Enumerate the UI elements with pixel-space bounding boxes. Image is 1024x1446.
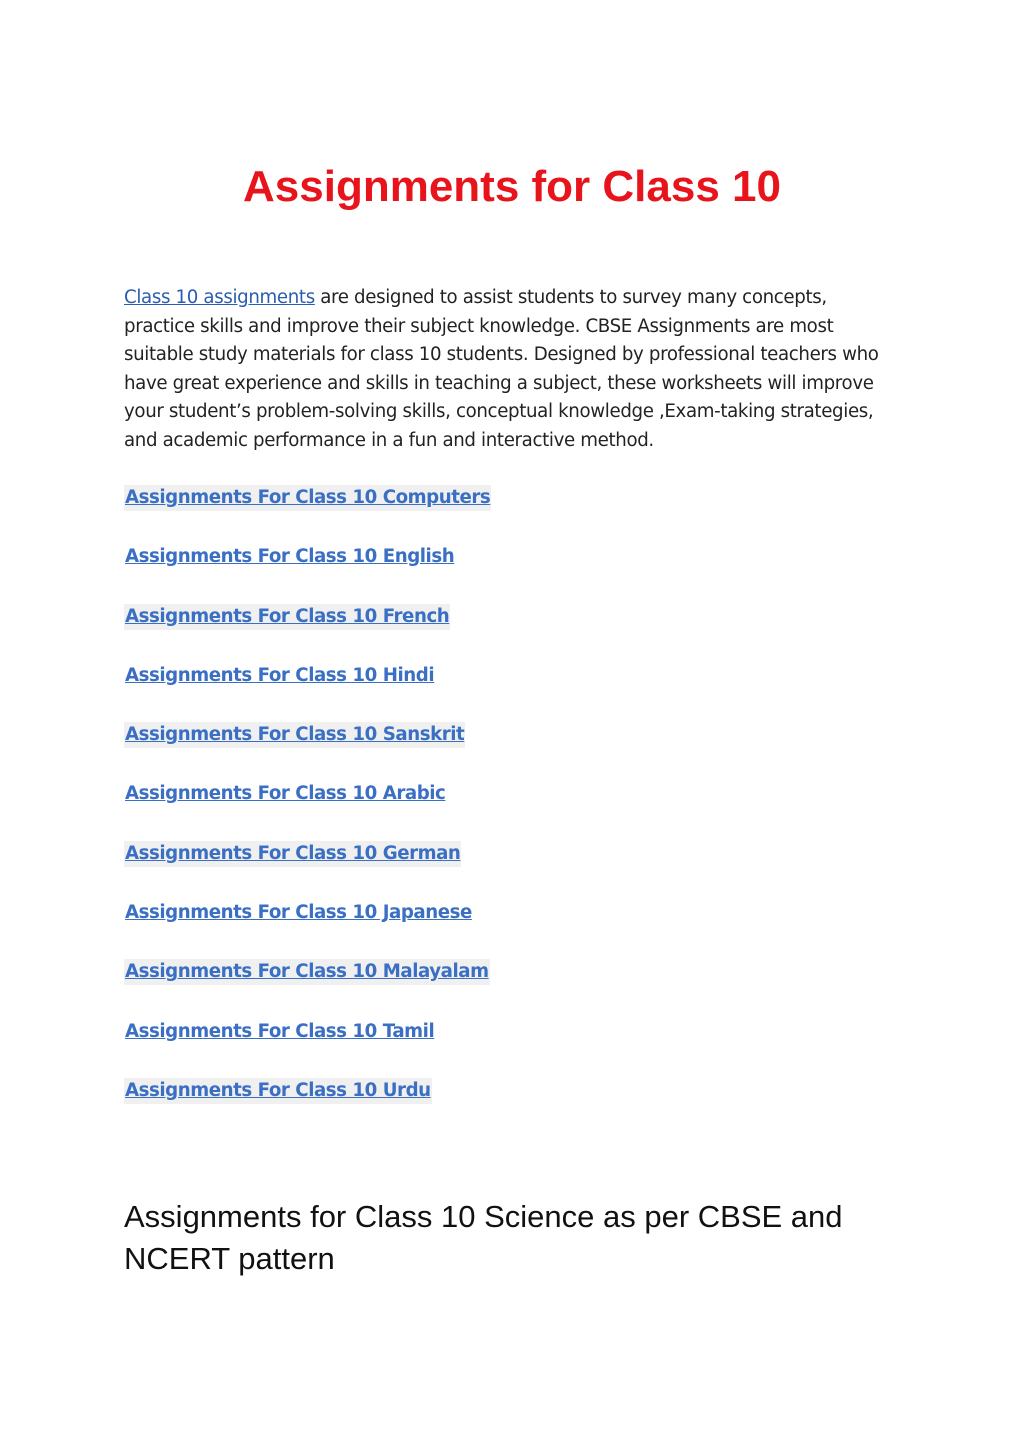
link-french[interactable]: Assignments For Class 10 French (124, 604, 450, 630)
link-malayalam[interactable]: Assignments For Class 10 Malayalam (124, 959, 490, 985)
science-section-heading: Assignments for Class 10 Science as per CBSE and NCERT pattern (124, 1199, 843, 1276)
page-title: Assignments for Class 10 (243, 162, 781, 211)
intro-paragraph (124, 284, 894, 456)
link-computers[interactable]: Assignments For Class 10 Computers (124, 485, 491, 511)
list-item (124, 485, 491, 544)
link-english[interactable]: Assignments For Class 10 English (125, 546, 455, 568)
link-sanskrit[interactable]: Assignments For Class 10 Sanskrit (124, 722, 465, 748)
list-item (124, 722, 491, 781)
link-arabic[interactable]: Assignments For Class 10 Arabic (125, 783, 446, 805)
list-item (124, 1078, 491, 1137)
list-item (124, 900, 491, 959)
list-item (124, 604, 491, 663)
link-tamil[interactable]: Assignments For Class 10 Tamil (125, 1020, 435, 1042)
list-item (124, 959, 491, 1018)
link-german[interactable]: Assignments For Class 10 German (124, 841, 461, 867)
class-10-assignments-link[interactable]: Class 10 assignments (124, 287, 315, 308)
list-item (124, 781, 491, 840)
link-hindi[interactable]: Assignments For Class 10 Hindi (125, 664, 435, 686)
intro-body-text: are designed to assist students to survey many concepts, practice skills and improve their subject knowledge. CBSE Assignments are most suitable study materials for class 10 students. Designed by professional teachers who have great experience and skills in teaching a subject, these worksheets will improve your student’s problem-solving skills, conceptual knowledge ,Exam-taking strategies, and academic performance in a fun and interactive method. (124, 287, 879, 451)
link-japanese[interactable]: Assignments For Class 10 Japanese (125, 902, 472, 924)
link-urdu[interactable]: Assignments For Class 10 Urdu (124, 1078, 432, 1104)
list-item (124, 544, 491, 603)
list-item (124, 663, 491, 722)
subject-links-list (124, 485, 491, 1137)
list-item (124, 1019, 491, 1078)
list-item (124, 841, 491, 900)
